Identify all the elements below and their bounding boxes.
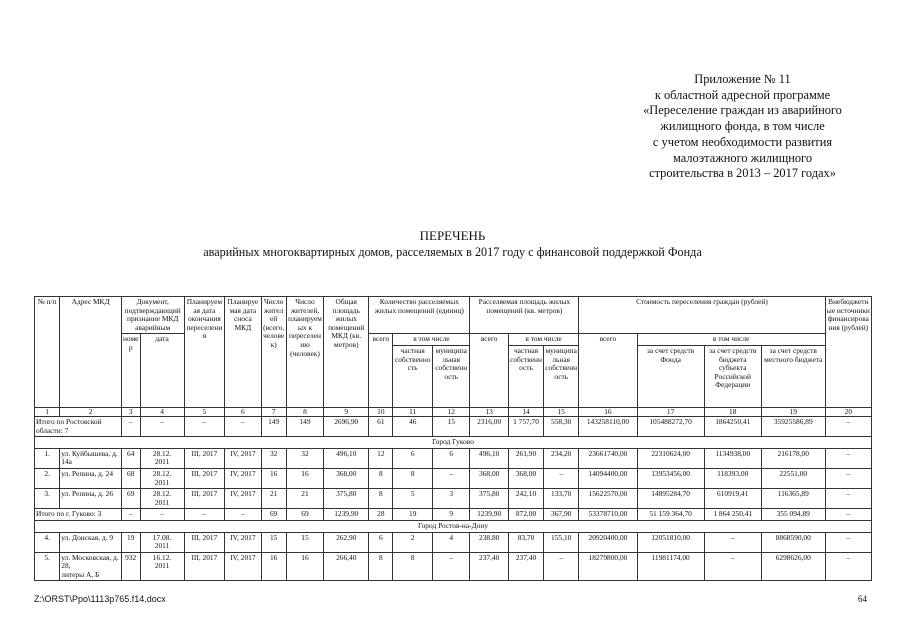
table-cell: IV, 2017 [225,532,261,552]
table-cell: 8 [369,468,393,488]
table-cell: III, 2017 [184,532,225,552]
annex-line: Приложение № 11 [694,72,791,86]
table-cell: 558,30 [544,416,579,436]
header-cell: Адрес МКД [60,297,122,408]
table-cell: 35925586,89 [761,416,825,436]
table-cell: 13953456,00 [637,468,704,488]
table-cell: 8 [369,489,393,509]
table-cell: – [825,448,871,468]
table-cell: 16 [261,468,286,488]
table-cell: III, 2017 [184,489,225,509]
table-cell: 118393,00 [704,468,761,488]
table-cell: 20920400,00 [579,532,637,552]
footer-file-path: Z:\ORST\Ppo\1113p765.f14.docx [34,594,166,604]
table-cell: 3 [433,489,470,509]
document-title [0,228,905,260]
table-cell: 15 [286,532,323,552]
table-cell: 22551,00 [761,468,825,488]
header-cell: всего [369,334,393,408]
header-cell: Число жителей (всего, человек) [261,297,286,408]
table-cell: 368,00 [324,468,369,488]
table-cell: 4 [433,532,470,552]
table-cell: 4. [35,532,60,552]
column-number: 6 [225,407,261,416]
table-cell: 53378710,00 [579,509,637,521]
section-title: Город Гуково [35,437,872,449]
table-cell: – [433,468,470,488]
table-cell: 23661740,00 [579,448,637,468]
column-number: 4 [140,407,184,416]
header-cell: в том числе [393,334,470,346]
column-number: 8 [286,407,323,416]
table-cell: 2 [393,532,433,552]
table-cell: 238,80 [470,532,508,552]
table-cell: ул. Куйбышева, д. 14а [60,448,122,468]
table-cell: 261,90 [508,448,543,468]
total-row [35,509,872,521]
annex-block [600,72,885,182]
table-cell: 14895284,70 [637,489,704,509]
table-cell: – [225,509,261,521]
table-cell: 3. [35,489,60,509]
table-cell: 28.12. 2011 [140,448,184,468]
table-cell: – [825,532,871,552]
column-number: 7 [261,407,286,416]
table-cell: 496,10 [324,448,369,468]
table-cell: 16 [286,552,323,581]
column-number: 2 [60,407,122,416]
column-number: 1 [35,407,60,416]
header-cell: Внебюджетные источники финансирования (рублей) [825,297,871,408]
column-number: 11 [393,407,433,416]
table-cell: 12051810,00 [637,532,704,552]
table-cell: III, 2017 [184,552,225,581]
footer-page-number: 64 [858,594,867,604]
table-cell: 21 [261,489,286,509]
table-cell: 46 [393,416,433,436]
table-cell: 8 [393,468,433,488]
table-cell: 11981174,00 [637,552,704,581]
table-cell: 375,80 [470,489,508,509]
section-title: Город Ростов-на-Дону [35,520,872,532]
table-cell: 5. [35,552,60,581]
table-cell: – [825,416,871,436]
total-label: Итого по г. Гуково: 3 [35,509,122,521]
table-cell: 242,10 [508,489,543,509]
table-cell: 61 [369,416,393,436]
table-cell: 22310624,00 [637,448,704,468]
table-cell: 116365,89 [761,489,825,509]
table-cell: ул. Московская, д. 28, литеры А, Б [60,552,122,581]
table-cell: 28 [369,509,393,521]
table-cell: 15 [433,416,470,436]
header-cell: Расселяемая площадь жилых помещений (кв. метров) [470,297,579,334]
table-cell: 1134938,00 [704,448,761,468]
header-cell: № п/п [35,297,60,408]
annex-line: жилищного фонда, в том числе [660,119,825,134]
header-cell: муниципальная собственность [544,345,579,407]
table-cell: 216178,00 [761,448,825,468]
table-cell: 17.08. 2011 [140,532,184,552]
table-cell: 610919,41 [704,489,761,509]
table-row [35,468,872,488]
table-cell: 368,00 [470,468,508,488]
column-number: 15 [544,407,579,416]
table-cell: – [140,416,184,436]
column-number: 10 [369,407,393,416]
header-cell: частная собственность [393,345,433,407]
table-cell: – [184,416,225,436]
table-cell: 266,40 [324,552,369,581]
table-cell: IV, 2017 [225,468,261,488]
table-cell: 149 [286,416,323,436]
table-cell: 8 [393,552,433,581]
column-number: 9 [324,407,369,416]
table-cell: – [433,552,470,581]
header-cell: Общая площадь жилых помещений МКД (кв. метров) [324,297,369,408]
table-cell: 143258110,00 [579,416,637,436]
table-cell: 28.12. 2011 [140,489,184,509]
table-cell: 6 [393,448,433,468]
table-cell: 6 [433,448,470,468]
table-cell: – [825,489,871,509]
table-cell: – [121,416,140,436]
table-cell: 21 [286,489,323,509]
title-sub: аварийных многоквартирных домов, расселяемых в 2017 году с финансовой поддержкой Фонда [203,245,702,259]
column-number: 3 [121,407,140,416]
annex-line: к областной адресной программе [654,87,831,102]
table-cell: 1 757,70 [508,416,543,436]
table-cell: 1. [35,448,60,468]
table-cell: 18279800,00 [579,552,637,581]
header-cell: частная собственность [508,345,543,407]
title-main: ПЕРЕЧЕНЬ [419,228,486,243]
header-cell: в том числе [637,334,825,346]
total-row [35,416,872,436]
table-cell: 19 [393,509,433,521]
table-cell: 368,00 [508,468,543,488]
column-numbers-row [35,407,872,416]
section-row-rostov [35,520,872,532]
column-number: 13 [470,407,508,416]
table-cell: 237,40 [508,552,543,581]
table-cell: IV, 2017 [225,552,261,581]
header-cell: за счет средств местного бюджета [761,345,825,407]
table-cell: 496,10 [470,448,508,468]
table-cell: 16 [286,468,323,488]
header-cell: Документ, подтверждающий признание МКД аварийным [121,297,184,334]
table-cell: 69 [261,509,286,521]
table-cell: 1239,90 [324,509,369,521]
header-cell: Количество расселяемых жилых помещений (единиц) [369,297,470,334]
table-cell: ул. Репина, д. 24 [60,468,122,488]
table-cell: 355 094,89 [761,509,825,521]
table-cell: – [225,416,261,436]
header-cell: всего [470,334,508,408]
header-cell: в том числе [508,334,578,346]
table-cell: 9 [433,509,470,521]
table-cell: – [825,509,871,521]
table-cell: 51 159 364,70 [637,509,704,521]
table-cell: 932 [121,552,140,581]
table-cell: 262,90 [324,532,369,552]
table-cell: – [825,552,871,581]
annex-line: строительства в 2013 – 2017 годах» [649,166,836,181]
table-cell: – [121,509,140,521]
column-number: 17 [637,407,704,416]
column-number: 19 [761,407,825,416]
table-cell: 234,20 [544,448,579,468]
table-cell: 375,80 [324,489,369,509]
table-cell: 12 [369,448,393,468]
table-cell: – [704,532,761,552]
header-cell: Число жителей, планируемых к переселению (человек) [286,297,323,408]
table-cell: 15 [261,532,286,552]
header-cell: Стоимость переселения граждан (рублей) [579,297,825,334]
table-cell: 367,90 [544,509,579,521]
table-row [35,489,872,509]
column-number: 16 [579,407,637,416]
table-cell: 133,70 [544,489,579,509]
header-row-2 [35,334,872,346]
total-gukovo-group [35,509,872,521]
header-cell: дата [140,334,184,408]
table-cell: IV, 2017 [225,489,261,509]
table-cell: III, 2017 [184,448,225,468]
table-cell: 872,00 [508,509,543,521]
table-cell: 6298626,00 [761,552,825,581]
table-row [35,448,872,468]
header-cell: номер [121,334,140,408]
table-cell: – [544,468,579,488]
column-number: 20 [825,407,871,416]
header-row-1 [35,297,872,334]
table-cell: 16 [261,552,286,581]
table-cell: 8 [369,552,393,581]
table-cell: 2316,00 [470,416,508,436]
annex-line: малоэтажного жилищного [672,150,813,165]
table-cell: 28.12. 2011 [140,468,184,488]
header-cell: Планируемая дата окончания переселения [184,297,225,408]
table-cell: 105488272,70 [637,416,704,436]
total-label: Итого по Ростовской области: 7 [35,416,122,436]
table-cell: 155,10 [544,532,579,552]
table-cell: 149 [261,416,286,436]
table-cell: – [544,552,579,581]
table-cell: 19 [121,532,140,552]
table-cell: 83,70 [508,532,543,552]
table-cell: 2. [35,468,60,488]
table-cell: ул. Донская, д. 9 [60,532,122,552]
annex-line: «Переселение граждан из аварийного [643,103,842,118]
table-cell: 64 [121,448,140,468]
table-cell: IV, 2017 [225,448,261,468]
header-cell: всего [579,334,637,408]
header-cell: за счет средств бюджета субъекта Российской Федерации [704,345,761,407]
table-row [35,552,872,581]
table-cell: 237,40 [470,552,508,581]
table-cell: III, 2017 [184,468,225,488]
table-cell: 1 864 250,41 [704,509,761,521]
table-cell: 2696,90 [324,416,369,436]
table-cell: – [704,552,761,581]
header-cell: Планируемая дата сноса МКД [225,297,261,408]
table-cell: 32 [261,448,286,468]
table-cell: 69 [286,509,323,521]
table-cell: 69 [121,489,140,509]
table-cell: 68 [121,468,140,488]
column-number: 5 [184,407,225,416]
annex-line: с учетом необходимости развития [652,134,833,149]
column-number: 14 [508,407,543,416]
table-cell: 32 [286,448,323,468]
table-cell: 1239,90 [470,509,508,521]
header-cell: за счет средств Фонда [637,345,704,407]
table-row [35,532,872,552]
table-cell: – [184,509,225,521]
table-cell: 16.12. 2011 [140,552,184,581]
column-number: 18 [704,407,761,416]
table-cell: ул. Репина, д. 26 [60,489,122,509]
table-cell: 1864250,41 [704,416,761,436]
gukovo-rows [35,448,872,509]
header-cell: муниципальная собственность [433,345,470,407]
table-cell: – [825,468,871,488]
table-cell: 8868590,00 [761,532,825,552]
column-number: 12 [433,407,470,416]
houses-table [34,296,872,581]
table-cell: 6 [369,532,393,552]
rostov-rows [35,532,872,581]
table-cell: 14094400,00 [579,468,637,488]
table-cell: – [140,509,184,521]
table-cell: 15622570,00 [579,489,637,509]
section-row-gukovo [35,437,872,449]
table-cell: 5 [393,489,433,509]
total-region-group [35,416,872,436]
